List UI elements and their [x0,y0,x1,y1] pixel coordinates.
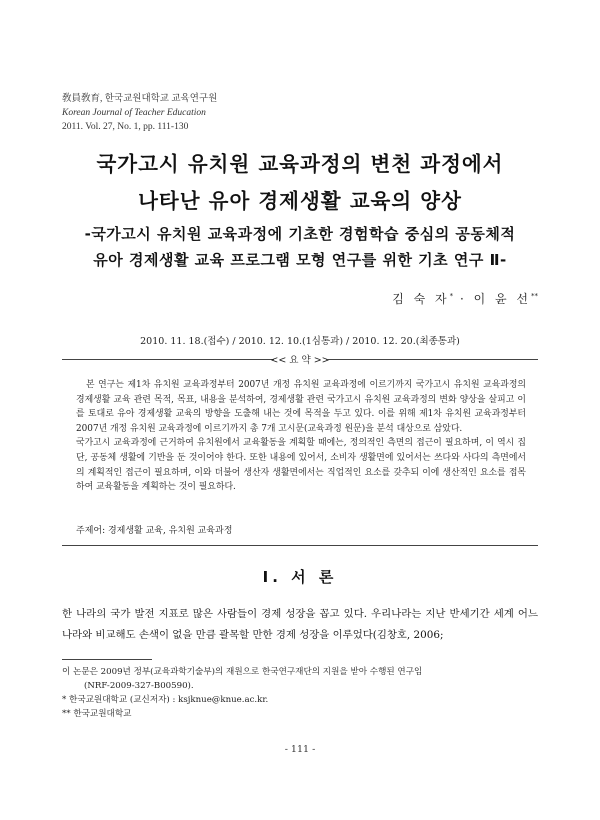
body-text [62,604,538,646]
author-1: 김 숙 자 [392,292,450,306]
author-list [392,290,538,307]
author-1-mark: * [449,292,454,300]
page-number: - 111 - [284,744,316,755]
journal-name-english: Korean Journal of Teacher Education [62,108,206,118]
journal-volume: 2011. Vol. 27, No. 1, pp. 111-130 [62,122,189,132]
keywords: 주제어: 경제생활 교육, 유치원 교육과정 [76,526,233,536]
section-heading-introduction: Ⅰ. 서 론 [262,568,338,586]
paper-subtitle-line1: -국가고시 유치원 교육과정에 기초한 경험학습 중심의 공동체적 [84,225,516,243]
body-paragraph-1: 한 나라의 국가 발전 지표로 많은 사람들이 경제 성장을 꼽고 있다. 우리나라는 지난 반세기간 세계 어느 나라와 비교해도 손색이 없을 만큼 괄목할 만한 경제 성장을 이루었다(김창호, 2006; [62,608,538,641]
footnote-divider [62,659,152,660]
footnote-funding-grant: (NRF-2009-327-B00590). [84,681,194,691]
journal-info [62,92,217,134]
keywords-divider [62,545,538,546]
footnotes [62,665,538,721]
author-2: 이 윤 선 [473,292,531,306]
abstract-heading-label: << 요 약 >> [270,355,330,366]
journal-name-korean: 敎員敎育, 한국교원대학교 교육연구원 [62,94,218,104]
abstract-heading [62,352,538,366]
abstract-paragraph-2: 국가고시 교육과정에 근거하여 유치원에서 교육활동을 계획할 때에는, 정의적인 측면의 접근이 필요하며, 이 역시 집단, 공동체 생활에 기반을 둔 것이어야 한다. 또한 내용에 있어서, 소비자 생활면에 있어서는 쓰다와 사다의 측면에서의 계획적인 접근이 필요하며, 이와 더불어 생산자 생활면에서는 직업적인 요소를 갖추되 이에 생산적인 요소를 접목하여 교육활동을 계획하는 것이 필요하다. [76,438,526,493]
abstract [76,378,526,495]
footnote-author-1: * 한국교원대학교 (교신저자) : ksjknue@knue.ac.kr. [62,695,269,705]
footnote-funding: 이 논문은 2009년 정부(교육과학기술부)의 재원으로 한국연구재단의 지원을 받아 수행된 연구임 [62,667,423,677]
author-separator: · [453,292,474,306]
abstract-rule-right [326,359,538,360]
paper-title-line2: 나타난 유아 경제생활 교육의 양상 [138,189,462,213]
paper-subtitle-line2: 유아 경제생활 교육 프로그램 모형 연구를 위한 기초 연구 Ⅱ- [93,251,507,269]
footnote-author-2: ** 한국교원대학교 [62,709,132,719]
paper-title-line1: 국가고시 유치원 교육과정의 변천 과정에서 [96,152,504,176]
abstract-paragraph-1: 본 연구는 제1차 유치원 교육과정부터 2007년 개정 유치원 교육과정에 이르기까지 국가고시 유치원 교육과정의 경제생활 교육 관련 목적, 목표, 내용을 분석하여, 경제생활 관련 국가고시 유치원 교육과정의 변화 양상을 살피고 이를 토대로 유아 경제생활 교육의 방향을 도출해 내는 것에 목적을 두고 있다. 이를 위해 제1차 유치원 교육과정부터 2007년 개정 유치원 교육과정에 이르기까지 총 7개 고시문(교육과정 원문)을 분석 대상으로 삼았다. [76,380,526,434]
submission-dates: 2010. 11. 18.(접수) / 2010. 12. 10.(1심통과) / 2010. 12. 20.(최종통과) [140,336,460,347]
author-2-mark: ** [531,292,538,300]
